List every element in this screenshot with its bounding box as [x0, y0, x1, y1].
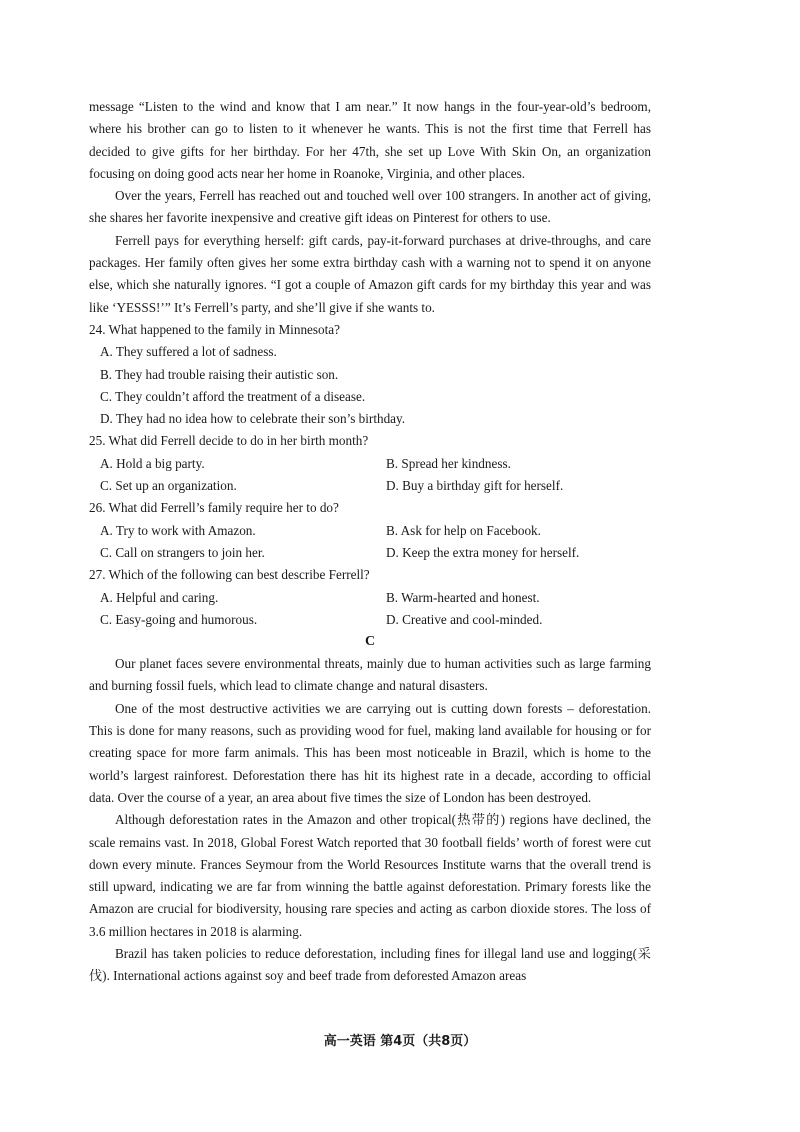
question-27 [89, 564, 651, 631]
question-24 [89, 319, 651, 430]
passage-paragraph: Our planet faces severe environmental threats, mainly due to human activities such as large farming and burning fossil fuels, which lead to climate change and natural disasters. [89, 656, 651, 694]
option-a: A. Hold a big party. [100, 455, 205, 471]
option-row [89, 475, 651, 497]
passage-paragraph: Over the years, Ferrell has reached out and touched well over 100 strangers. In another act of giving, she shares her favorite inexpensive and creative gift ideas on Pinterest for others to use. [89, 188, 651, 226]
option-b: B. They had trouble raising their autistic son. [100, 366, 339, 382]
option-a: A. Try to work with Amazon. [100, 522, 256, 538]
passage-paragraph: message “Listen to the wind and know that I am near.” It now hangs in the four-year-old’s bedroom, where his brother can go to listen to it whenever he wants. This is not the first time that Ferrell has decided to give gifts for her birthday. For her 47th, she set up Love With Skin On, an organization focusing on doing good acts near her home in Roanoke, Virginia, and other places. [89, 99, 651, 181]
passage-paragraph: Ferrell pays for everything herself: gift cards, pay-it-forward purchases at drive-throughs, and care packages. Her family often gives her some extra birthday cash with a warning not to spend it on anyone else, which she naturally ignores. “I got a couple of Amazon gift cards for my birthday this year and was like ‘YESSS!’” It’s Ferrell’s party, and she’ll give if she wants to. [89, 232, 651, 315]
question-stem: 25. What did Ferrell decide to do in her birth month? [89, 433, 369, 449]
option-row [89, 453, 651, 475]
option-b: B. Spread her kindness. [386, 455, 511, 471]
option-row [89, 609, 651, 631]
question-stem: 24. What happened to the family in Minnesota? [89, 321, 340, 337]
question-26 [89, 497, 651, 564]
section-heading: C [364, 634, 376, 650]
page-content [89, 96, 651, 988]
option-a: A. They suffered a lot of sadness. [100, 344, 277, 360]
option-d: D. They had no idea how to celebrate their son’s birthday. [100, 411, 406, 427]
option-d: D. Keep the extra money for herself. [386, 544, 580, 560]
question-25 [89, 430, 651, 497]
option-c: C. Set up an organization. [100, 478, 237, 494]
passage-paragraph: Although deforestation rates in the Amazon and other tropical(热带的) regions have declined, the scale remains vast. In 2018, Global Forest Watch reported that 30 football fields’ worth of forest were cut down every minute. Frances Seymour from the World Resources Institute warns that the overall trend is still upward, indicating we are far from winning the battle against deforestation. Primary forests like the Amazon are crucial for biodiversity, housing rare species and acting as carbon dioxide stores. The loss of 3.6 million hectares in 2018 is alarming. [89, 812, 651, 939]
page-footer: 高一英语 第4页（共8页） [323, 1034, 477, 1049]
option-row [89, 542, 651, 564]
question-stem: 27. Which of the following can best describe Ferrell? [89, 567, 370, 583]
option-row [89, 587, 651, 609]
passage-paragraph: One of the most destructive activities we are carrying out is cutting down forests – deforestation. This is done for many reasons, such as providing wood for fuel, making land available for housing or for creating space for more farm animals. This has been most noticeable in Brazil, which is home to the world’s largest rainforest. Deforestation there has hit its highest rate in a decade, according to official data. Over the course of a year, an area about five times the size of London has been destroyed. [89, 700, 651, 805]
option-row [89, 520, 651, 542]
option-d: D. Buy a birthday gift for herself. [386, 478, 564, 494]
option-c: C. Easy-going and humorous. [100, 611, 258, 627]
option-c: C. Call on strangers to join her. [100, 544, 265, 560]
option-b: B. Ask for help on Facebook. [386, 522, 541, 538]
option-a: A. Helpful and caring. [100, 589, 219, 605]
option-c: C. They couldn’t afford the treatment of a disease. [100, 388, 366, 404]
option-b: B. Warm-hearted and honest. [386, 589, 540, 605]
option-d: D. Creative and cool-minded. [386, 611, 543, 627]
question-stem: 26. What did Ferrell’s family require her to do? [89, 500, 339, 516]
passage-paragraph: Brazil has taken policies to reduce deforestation, including fines for illegal land use and logging(采伐). International actions against soy and beef trade from deforested Amazon areas [89, 945, 651, 984]
